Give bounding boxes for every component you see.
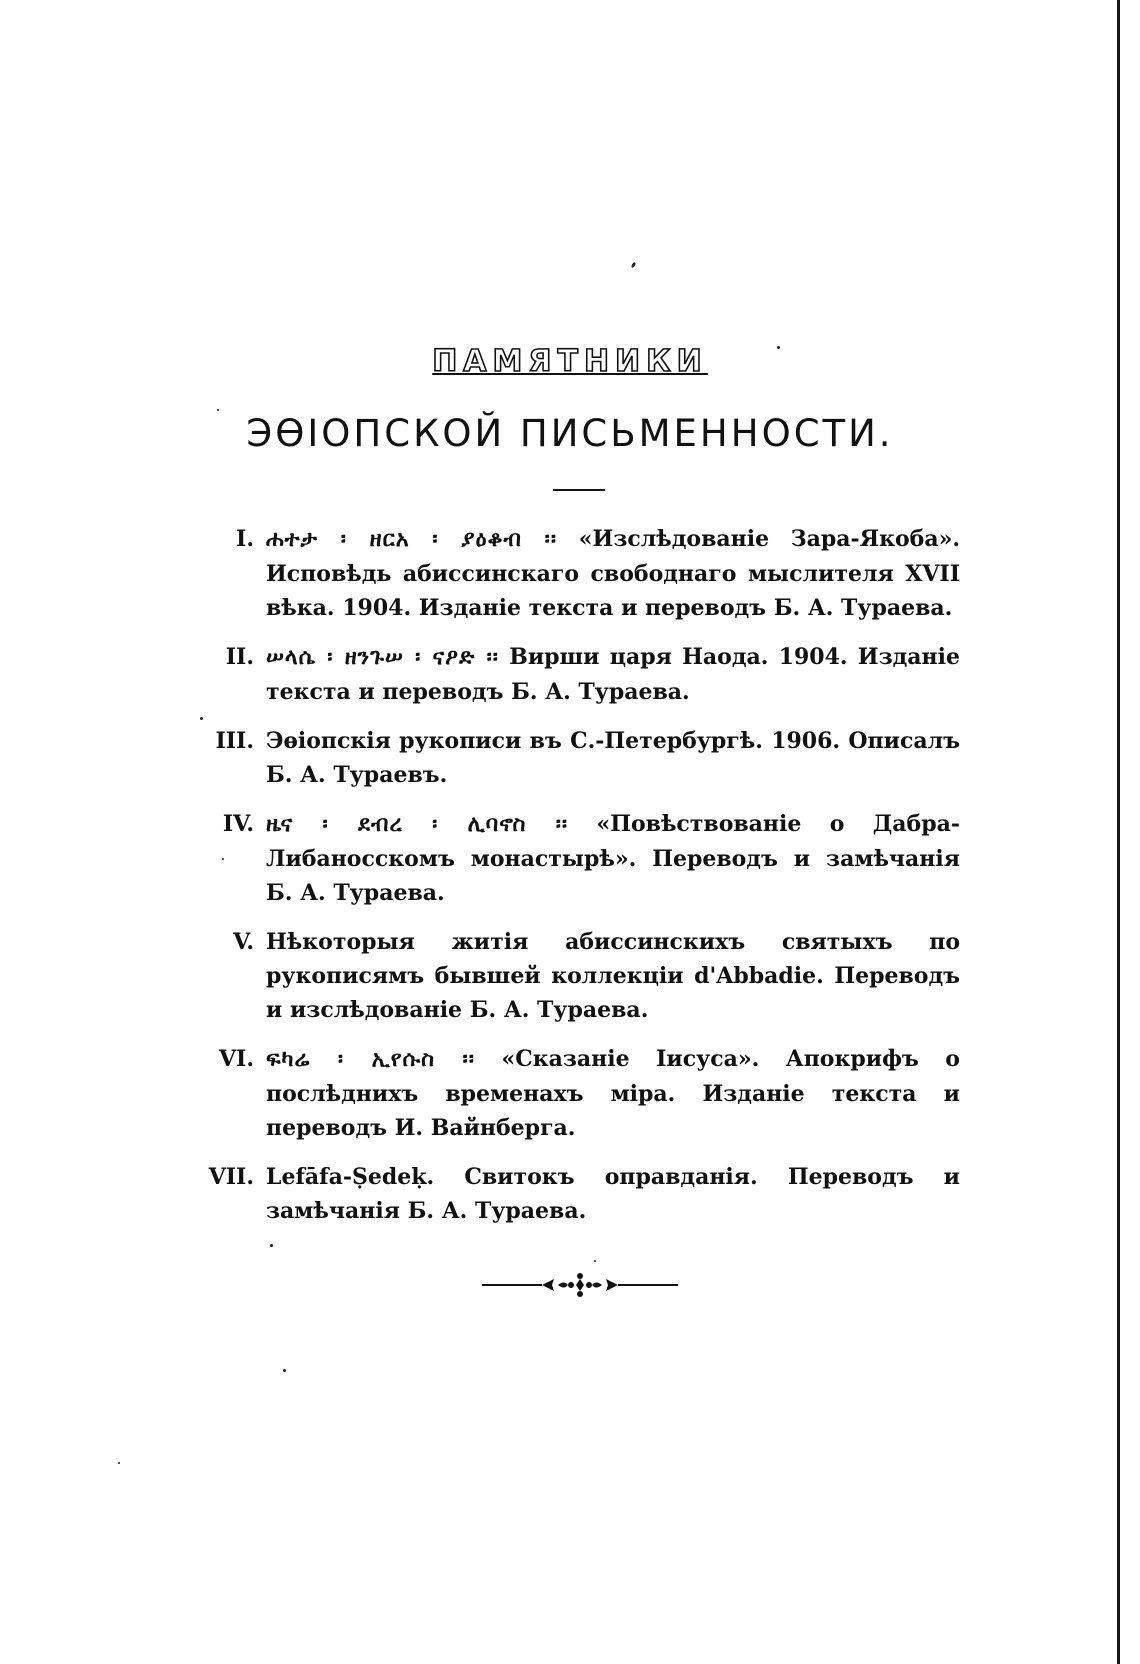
scan-speck xyxy=(118,1462,120,1464)
ethiopic-title: ሠላሴ ፡ ዘንጉሠ ፡ ናዖድ ፡፡ xyxy=(266,645,499,670)
entry-text xyxy=(266,807,960,910)
entry-list xyxy=(196,522,960,1243)
list-item xyxy=(196,1160,960,1228)
entry-description: Эѳіопскія рукописи въ С.-Петербургѣ. 1906. Описалъ Б. А. Тураевъ. xyxy=(266,728,960,788)
entry-number: V. xyxy=(233,929,254,955)
entry-description: Вирши царя Наода. 1904. Изданіе текста и переводъ Б. А. Тураева. xyxy=(266,644,960,705)
entry-description: «Повѣствованіе о Дабра-Либаносскомъ монастырѣ». Переводъ и замѣчанія Б. А. Тураева. xyxy=(266,811,960,906)
entry-number: III. xyxy=(215,728,254,754)
entry-number: II. xyxy=(225,644,254,670)
entry-number: VI. xyxy=(218,1046,254,1072)
entry-description: «Сказаніе Іисуса». Апокрифъ о послѣднихъ временахъ міра. Изданіе текста и переводъ И. Вайнберга. xyxy=(266,1046,960,1141)
title-rule xyxy=(553,489,605,491)
scan-speck xyxy=(217,409,219,411)
entry-description: Нѣкоторыя житія абиссинскихъ святыхъ по рукописямъ бывшей коллекціи d'Abbadie. Переводъ и изслѣдованіе Б. А. Тураева. xyxy=(266,929,960,1023)
entry-text xyxy=(266,522,960,625)
list-item xyxy=(196,807,960,910)
entry-description: «Изслѣдованіе Зара-Якоба». Исповѣдь абиссинскаго свободнаго мыслителя XVII вѣка. 1904. Изданіе текста и переводъ Б. А. Тураева. xyxy=(266,526,960,621)
scan-speck xyxy=(594,1260,596,1262)
list-item xyxy=(196,640,960,709)
ethiopic-title: ዜና ፡ ደብረ ፡ ሊባኖስ ፡፡ xyxy=(266,812,569,837)
ethiopic-title: ሐተታ ፡ ዘርአ ፡ ያዕቆብ ፡፡ xyxy=(266,527,558,552)
list-item xyxy=(196,925,960,1027)
entry-text xyxy=(266,724,960,792)
scan-speck xyxy=(270,1244,273,1247)
series-subtitle: ЭѲІОПСКОЙ ПИСЬМЕННОСТИ. xyxy=(246,412,894,455)
list-item xyxy=(196,1042,960,1145)
entry-text xyxy=(266,1160,960,1228)
entry-text xyxy=(266,1042,960,1145)
entry-text xyxy=(266,640,960,709)
list-item xyxy=(196,724,960,792)
entry-number: VII. xyxy=(208,1164,254,1190)
ethiopic-title: ፍካሬ ፡ ኢየሱስ ፡፡ xyxy=(266,1047,475,1072)
tailpiece-ornament-icon xyxy=(480,1270,680,1300)
entry-number: IV. xyxy=(222,811,254,837)
list-item xyxy=(196,522,960,625)
entry-text xyxy=(266,925,960,1027)
entry-number: I. xyxy=(236,526,254,552)
series-title: ПАМЯТНИКИ xyxy=(432,344,708,379)
scan-edge-line xyxy=(1117,0,1120,1664)
entry-description: Lefāfa-Ṣedeḳ. Свитокъ оправданія. Переводъ и замѣчанія Б. А. Тураева. xyxy=(266,1164,960,1224)
scan-speck xyxy=(631,262,637,269)
scan-speck xyxy=(283,1369,286,1372)
